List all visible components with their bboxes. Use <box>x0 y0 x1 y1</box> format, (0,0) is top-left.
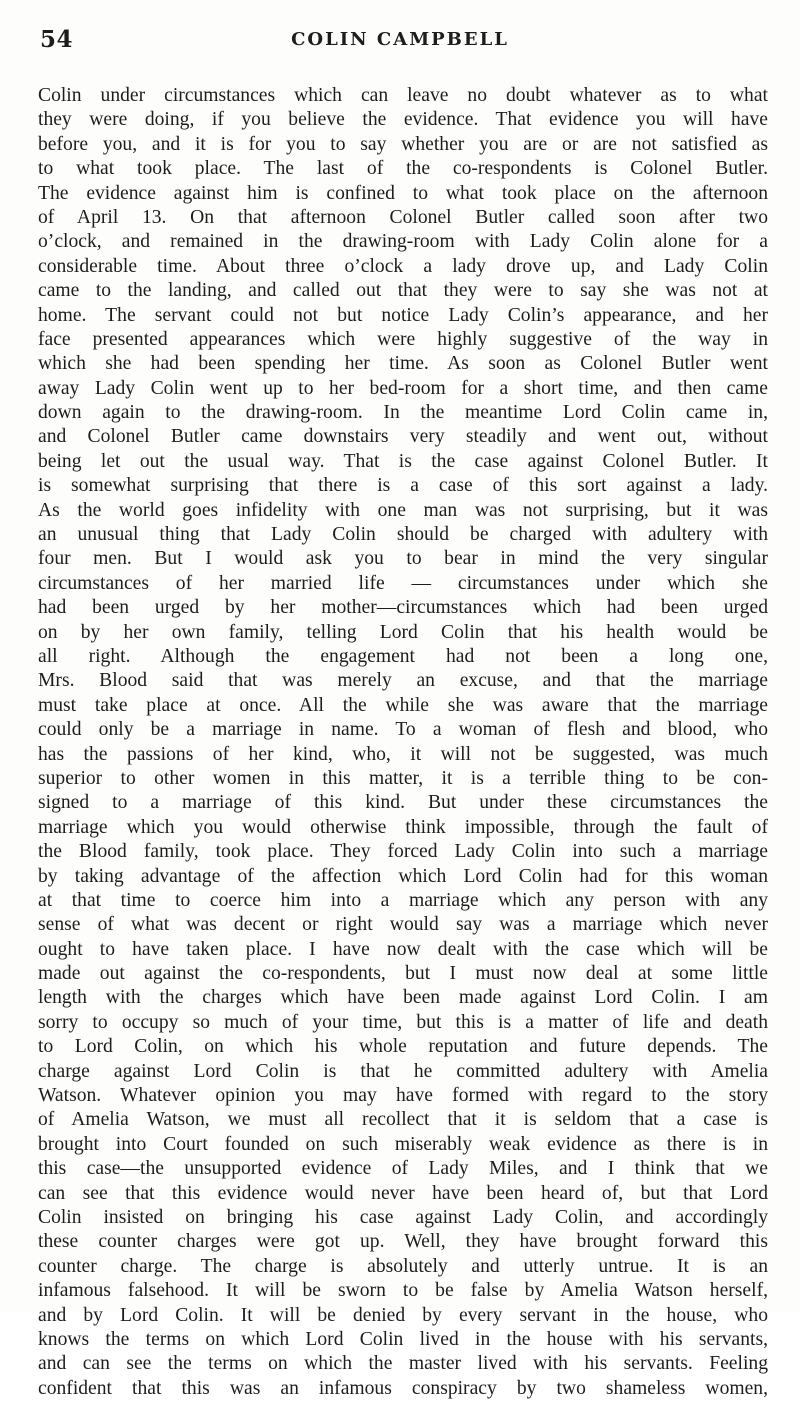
text-line: and by Lord Colin. It will be denied by every servant in the house, who <box>38 1304 768 1326</box>
text-line: is somewhat surprising that there is a case of this sort against a lady. <box>38 475 768 497</box>
text-line: has the passions of her kind, who, it will not be suggested, was much <box>38 743 768 765</box>
body-text <box>38 84 768 1401</box>
text-line: an unusual thing that Lady Colin should be charged with adultery with <box>38 524 768 546</box>
text-line: Colin insisted on bringing his case against Lady Colin, and accordingly <box>38 1206 768 1228</box>
text-line: ought to have taken place. I have now dealt with the case which will be <box>38 938 768 960</box>
text-line: away Lady Colin went up to her bed-room for a short time, and then came <box>38 377 768 399</box>
text-line: Colin under circumstances which can leave no doubt whatever as to what <box>38 85 768 106</box>
text-line: Watson. Whatever opinion you may have formed with regard to the story <box>38 1085 768 1107</box>
text-line: o’clock, and remained in the drawing-room with Lady Colin alone for a <box>38 231 768 253</box>
text-line: and Colonel Butler came downstairs very steadily and went out, without <box>38 426 768 448</box>
text-line: they were doing, if you believe the evidence. That evidence you will have <box>38 109 768 131</box>
text-line: came to the landing, and called out that they were to say she was not at <box>38 280 768 302</box>
text-line: to what took place. The last of the co-respondents is Colonel Butler. <box>38 158 768 180</box>
text-line: confident that this was an infamous conspiracy by two shameless women, <box>38 1377 768 1399</box>
text-line: on by her own family, telling Lord Colin that his health would be <box>38 621 768 643</box>
text-line: home. The servant could not but notice Lady Colin’s appearance, and her <box>38 304 768 326</box>
text-line: which she had been spending her time. As soon as Colonel Butler went <box>38 353 768 375</box>
text-line: these counter charges were got up. Well, they have brought forward this <box>38 1231 768 1253</box>
running-title: COLIN CAMPBELL <box>291 29 509 50</box>
text-line: of Amelia Watson, we must all recollect that it is seldom that a case is <box>38 1109 768 1131</box>
text-line: knows the terms on which Lord Colin lived in the house with his servants, <box>38 1328 768 1350</box>
text-line: of April 13. On that afternoon Colonel Butler called soon after two <box>38 206 768 228</box>
text-line: brought into Court founded on such miserably weak evidence as there is in <box>38 1133 768 1155</box>
text-line: superior to other women in this matter, it is a terrible thing to be con- <box>38 767 768 789</box>
text-line: made out against the co-respondents, but I must now deal at some little <box>38 963 768 985</box>
running-head <box>40 20 760 60</box>
text-line: the Blood family, took place. They forced Lady Colin into such a marriage <box>38 841 768 863</box>
text-line: to Lord Colin, on which his whole reputation and future depends. The <box>38 1036 768 1058</box>
text-line: The evidence against him is confined to what took place on the afternoon <box>38 182 768 204</box>
text-line: As the world goes infidelity with one man was not surprising, but it was <box>38 499 768 521</box>
text-line: being let out the usual way. That is the case against Colonel Butler. It <box>38 450 768 472</box>
text-line: and can see the terms on which the master lived with his servants. Feeling <box>38 1353 768 1375</box>
text-line: must take place at once. All the while she was aware that the marriage <box>38 694 768 716</box>
text-line: could only be a marriage in name. To a woman of flesh and blood, who <box>38 719 768 741</box>
page-number: 54 <box>40 26 74 53</box>
text-line: signed to a marriage of this kind. But under these circumstances the <box>38 792 768 814</box>
text-line: sense of what was decent or right would say was a marriage which never <box>38 914 768 936</box>
text-line: charge against Lord Colin is that he committed adultery with Amelia <box>38 1060 768 1082</box>
text-line: down again to the drawing-room. In the meantime Lord Colin came in, <box>38 402 768 424</box>
text-line: circumstances of her married life — circumstances under which she <box>38 572 768 594</box>
text-line: at that time to coerce him into a marriage which any person with any <box>38 889 768 911</box>
text-line: four men. But I would ask you to bear in mind the very singular <box>38 548 768 570</box>
text-line: sorry to occupy so much of your time, but this is a matter of life and death <box>38 1011 768 1033</box>
text-line: counter charge. The charge is absolutely and utterly untrue. It is an <box>38 1255 768 1277</box>
text-line: Mrs. Blood said that was merely an excuse, and that the marriage <box>38 670 768 692</box>
text-line: can see that this evidence would never have been heard of, but that Lord <box>38 1182 768 1204</box>
text-line: had been urged by her mother—circumstances which had been urged <box>38 597 768 619</box>
text-line: before you, and it is for you to say whether you are or are not satisfied as <box>38 133 768 155</box>
text-line: face presented appearances which were highly suggestive of the way in <box>38 328 768 350</box>
text-line: this case—the unsupported evidence of Lady Miles, and I think that we <box>38 1158 768 1180</box>
text-line: all right. Although the engagement had not been a long one, <box>38 645 768 667</box>
text-line: considerable time. About three o’clock a lady drove up, and Lady Colin <box>38 255 768 277</box>
text-line: length with the charges which have been made against Lord Colin. I am <box>38 987 768 1009</box>
text-line: marriage which you would otherwise think impossible, through the fault of <box>38 816 768 838</box>
text-line: by taking advantage of the affection which Lord Colin had for this woman <box>38 865 768 887</box>
text-line: infamous falsehood. It will be sworn to be false by Amelia Watson herself, <box>38 1280 768 1302</box>
